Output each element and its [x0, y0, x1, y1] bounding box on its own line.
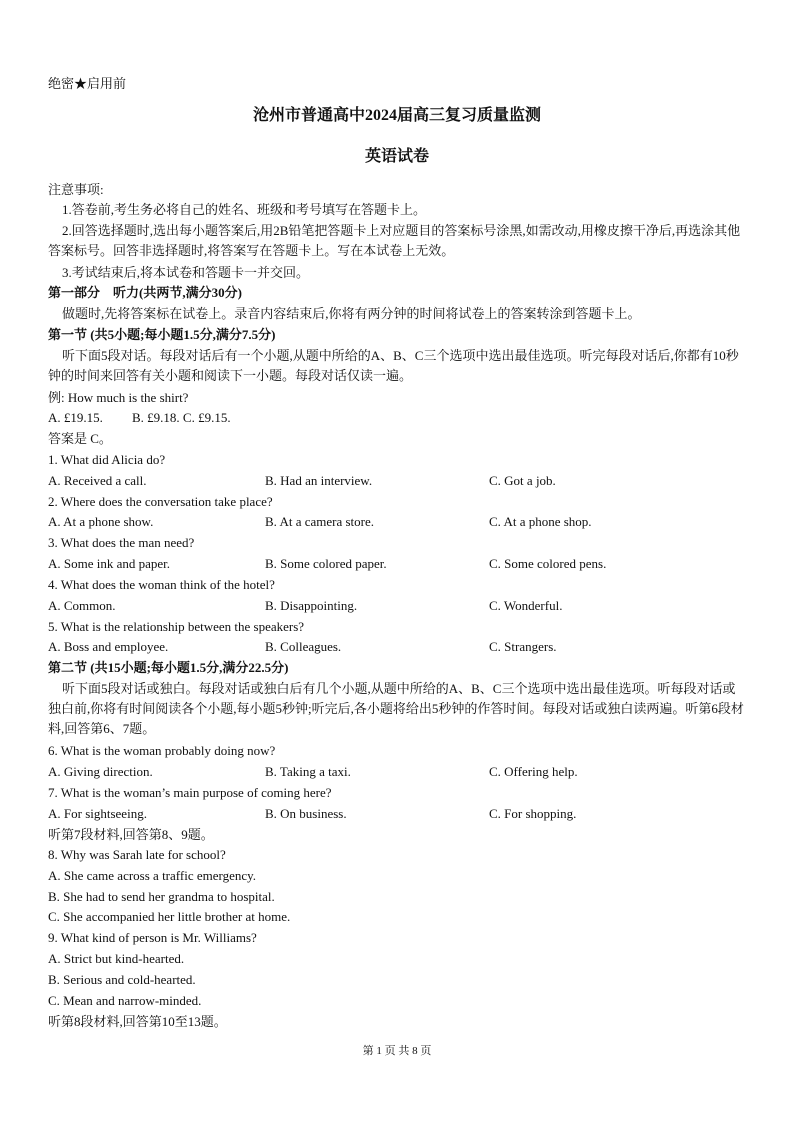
option-b: B. Some colored paper.: [265, 556, 387, 571]
notes-heading: 注意事项:: [48, 182, 104, 197]
option-a: A. Boss and employee.: [48, 639, 169, 654]
question-6: 6. What is the woman probably doing now?: [48, 743, 276, 758]
example-question: 例: How much is the shirt?: [48, 390, 189, 405]
question-9: 9. What kind of person is Mr. Williams?: [48, 930, 257, 945]
question-2: 2. Where does the conversation take place?: [48, 494, 273, 509]
question-9-option-b: B. Serious and cold-hearted.: [48, 972, 196, 987]
option-b: B. Colleagues.: [265, 639, 342, 654]
question-8-option-c: C. She accompanied her little brother at home.: [48, 909, 291, 924]
question-9-option-c: C. Mean and narrow-minded.: [48, 993, 202, 1008]
option-b: B. Disappointing.: [265, 598, 358, 613]
exam-subtitle: 英语试卷: [364, 148, 429, 165]
option-a: A. Common.: [48, 598, 116, 613]
question-8-option-b: B. She had to send her grandma to hospital.: [48, 889, 275, 904]
material-8-note: 听第8段材料,回答第10至13题。: [48, 1014, 227, 1029]
question-5: 5. What is the relationship between the speakers?: [48, 619, 305, 634]
option-c: C. Wonderful.: [489, 598, 563, 613]
question-4: 4. What does the woman think of the hotel?: [48, 577, 275, 592]
option-b: B. At a camera store.: [265, 514, 375, 529]
option-c: C. Some colored pens.: [489, 556, 607, 571]
section1-instruction: 听下面5段对话。每段对话后有一个小题,从题中所给的A、B、C三个选项中选出最佳选项。听完每段对话后,你都有10秒钟的时间来回答有关小题和阅读下一小题。每段对话仅读一遍。: [48, 348, 739, 383]
question-8-option-a: A. She came across a traffic emergency.: [48, 868, 257, 883]
option-c: C. At a phone shop.: [489, 514, 592, 529]
option-a: A. Giving direction.: [48, 764, 153, 779]
example-option-a: A. £19.15.: [48, 410, 103, 425]
material-7-note: 听第7段材料,回答第8、9题。: [48, 827, 214, 842]
note-item-3: 3.考试结束后,将本试卷和答题卡一并交回。: [62, 265, 310, 280]
option-a: A. For sightseeing.: [48, 806, 147, 821]
section1-heading: 第一节 (共5小题;每小题1.5分,满分7.5分): [48, 327, 276, 342]
option-c: C. Got a job.: [489, 473, 556, 488]
question-7: 7. What is the woman’s main purpose of coming here?: [48, 785, 332, 800]
option-a: A. Some ink and paper.: [48, 556, 171, 571]
question-3: 3. What does the man need?: [48, 535, 195, 550]
section2-heading: 第二节 (共15小题;每小题1.5分,满分22.5分): [48, 660, 289, 675]
option-c: C. Offering help.: [489, 764, 578, 779]
option-b: B. Had an interview.: [265, 473, 373, 488]
part1-instruction: 做题时,先将答案标在试卷上。录音内容结束后,你将有两分钟的时间将试卷上的答案转涂到答题卡上。: [62, 306, 641, 321]
question-8: 8. Why was Sarah late for school?: [48, 847, 226, 862]
question-9-option-a: A. Strict but kind-hearted.: [48, 951, 185, 966]
question-1: 1. What did Alicia do?: [48, 452, 166, 467]
exam-title: 沧州市普通高中2024届高三复习质量监测: [252, 107, 541, 124]
example-answer: 答案是 C。: [48, 431, 112, 446]
option-b: B. Taking a taxi.: [265, 764, 351, 779]
example-option-bc: B. £9.18. C. £9.15.: [132, 410, 231, 425]
option-c: C. For shopping.: [489, 806, 577, 821]
option-a: A. At a phone show.: [48, 514, 154, 529]
part1-heading: 第一部分 听力(共两节,满分30分): [48, 285, 242, 300]
note-item-2: 2.回答选择题时,选出每小题答案后,用2B铅笔把答题卡上对应题目的答案标号涂黑,如需改动,用橡皮擦干净后,再选涂其他答案标号。回答非选择题时,将答案写在答题卡上。写在本试卷上无效。: [48, 223, 741, 258]
note-item-1: 1.答卷前,考生务必将自己的姓名、班级和考号填写在答题卡上。: [62, 202, 427, 217]
confidential-mark: 绝密★启用前: [48, 76, 127, 91]
section2-instruction: 听下面5段对话或独白。每段对话或独白后有几个小题,从题中所给的A、B、C三个选项中选出最佳选项。听每段对话或独白前,你将有时间阅读各个小题,每小题5秒钟;听完后,各小题将给出5秒钟的作答时间。每段对话或独白读两遍。听第6段材料,回答第6、7题。: [48, 681, 744, 736]
option-b: B. On business.: [265, 806, 347, 821]
option-c: C. Strangers.: [489, 639, 557, 654]
option-a: A. Received a call.: [48, 473, 147, 488]
page-number: 第 1 页 共 8 页: [362, 1045, 432, 1057]
